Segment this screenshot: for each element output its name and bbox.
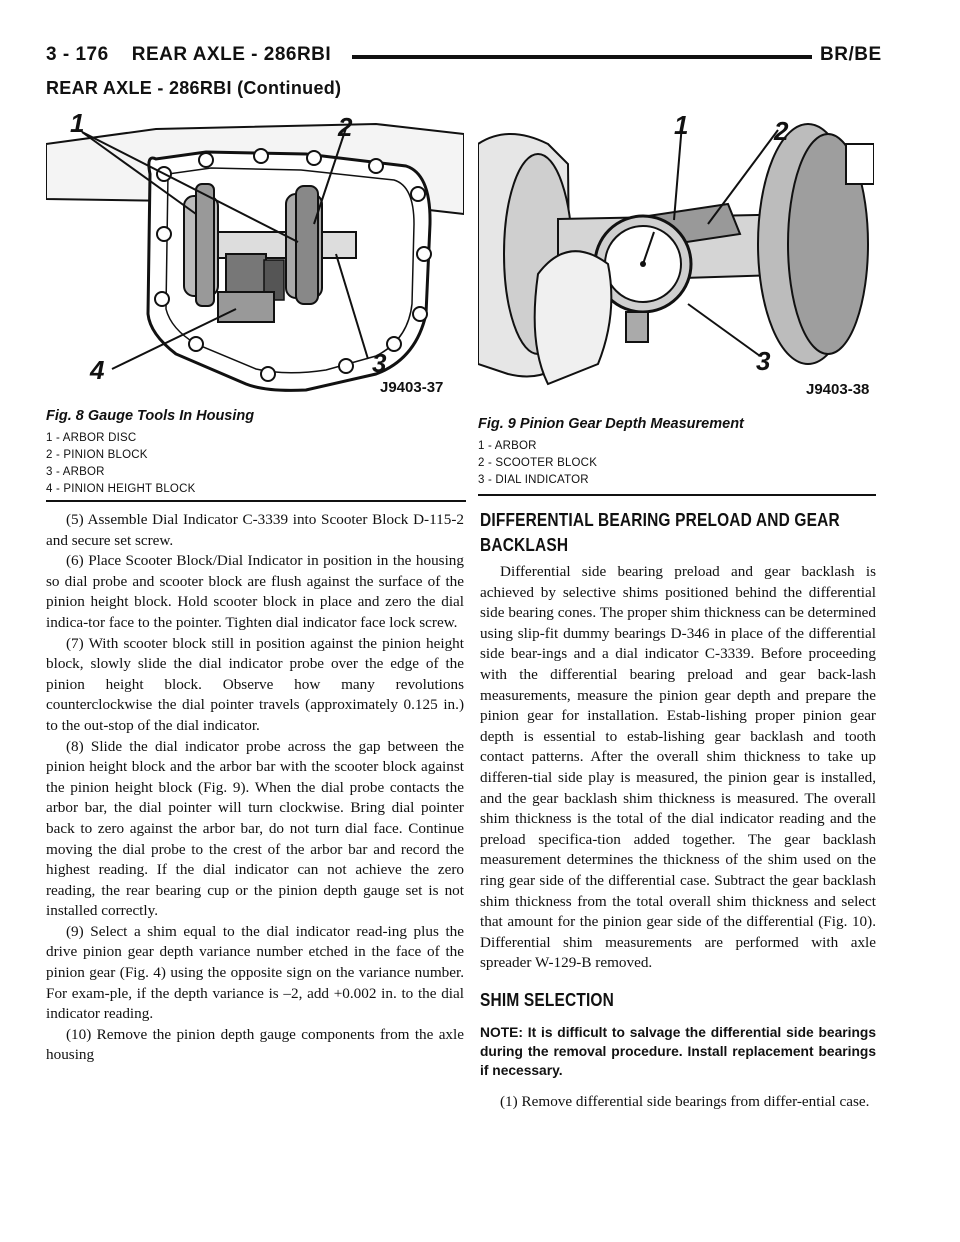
continued-title: REAR AXLE - 286RBI (Continued) (46, 78, 342, 98)
fig8-rule (46, 500, 466, 502)
heading-shim-selection: SHIM SELECTION (480, 989, 614, 1010)
section-title: REAR AXLE - 286RBI (131, 44, 332, 65)
header-rule (352, 55, 812, 59)
model-code: BR/BE (820, 44, 882, 65)
note-side-bearings: NOTE: It is difficult to salvage the differential side bearings during the removal procedure. Install replacement bearings if necessary. (480, 1024, 876, 1078)
figure-9 (478, 104, 874, 404)
fig9-callout-2: 2 (774, 116, 789, 146)
fig8-callout-3: 3 (372, 348, 387, 378)
fig9-legend-3: 3 - DIAL INDICATOR (478, 474, 589, 486)
fig9-callout-1: 1 (674, 110, 689, 140)
step-9: (9) Select a shim equal to the dial indicator read-ing plus the drive pinion gear depth variance number etched in the face of the pinion gear (Fig. 4) using the opposite sign on the variance number. For exam-ple, if the depth variance is –2, add +0.002 in. to the dial indicator reading. (46, 922, 464, 1023)
right-column (480, 508, 876, 1112)
step-6: (6) Place Scooter Block/Dial Indicator in position in the housing so dial probe and scooter block are flush against the surface of the pinion height block. Hold scooter block in place and zero the dial indica-tor face to the pointer. Tighten dial indicator face lock screw. (46, 552, 464, 631)
fig8-legend-4: 4 - PINION HEIGHT BLOCK (46, 483, 196, 495)
fig9-legend-1: 1 - ARBOR (478, 440, 537, 452)
fig9-caption (478, 416, 744, 489)
fig8-legend-2: 2 - PINION BLOCK (46, 449, 148, 461)
figure-8-illustration (46, 104, 464, 404)
fig8-caption (46, 408, 254, 498)
fig9-callout-3: 3 (756, 346, 771, 376)
fig8-code: J9403-37 (380, 379, 444, 396)
step-7: (7) With scooter block still in position against the pinion height block, slowly slide the dial indicator probe over the edge of the pinion height block. Observe how many revolutions counterclockwise the dial pointer travels (approximately 0.125 in.) to the out-stop of the dial indicator. (46, 634, 464, 734)
left-column (46, 510, 464, 1066)
fig9-rule (478, 494, 876, 496)
fig9-legend-2: 2 - SCOOTER BLOCK (478, 457, 598, 469)
step-5: (5) Assemble Dial Indicator C-3339 into Scooter Block D-115-2 and secure set screw. (46, 511, 464, 549)
figure-8 (46, 104, 464, 404)
step-8: (8) Slide the dial indicator probe across the gap between the pinion height block and the arbor bar with the scooter block against the pinion height block (Fig. 9). When the dial probe contacts the arbor bar, the dial pointer will turn clockwise. Bring dial pointer back to zero against the arbor bar, do not turn dial face. Continue moving the dial probe to the crest of the arbor bar and record the highest reading. If the dial indicator can not achieve the zero reading, the rear bearing cup or the pinion depth gauge set is not installed correctly. (46, 737, 464, 920)
fig8-callout-4: 4 (90, 355, 105, 385)
fig8-callout-2: 2 (338, 112, 353, 142)
para-preload-backlash: Differential side bearing preload and gear backlash is achieved by selective shims positioned behind the differential side bearing cones. The proper shim thickness can be determined using slip-fit dummy bearings D-346 in place of the differential side bear-ings and a dial indicator C-3339. Before proceeding with the differential bearing preload and gear back-lash measurements, measure the pinion gear depth and prepare the pinion gear for installation. Estab-lishing proper pinion gear depth is essential to estab-lishing gear backlash and tooth contact patterns. After the overall shim thickness to take up differen-tial side play is measured, the pinion gear is installed, and the gear backlash shim thickness is measured. The overall shim thickness is the total of the dial indicator reading and the preload specifica-tion added together. The gear backlash measurement determines the thickness of the shim used on the ring gear side of the differential case. Subtract the gear backlash shim thickness from the total overall shim thickness and select that amount for the pinion gear side of the differential (Fig. 10). Differential shim measurements are performed with axle spreader W-129-B removed. (480, 563, 876, 972)
page-header-left (46, 44, 331, 66)
heading-differential-bearing-preload-2: BACKLASH (480, 535, 569, 555)
fig8-callout-1: 1 (70, 108, 85, 138)
fig8-legend-1: 1 - ARBOR DISC (46, 432, 137, 444)
fig9-code: J9403-38 (806, 381, 870, 398)
fig9-title: Fig. 9 Pinion Gear Depth Measurement (478, 416, 744, 432)
page-number: 3 - 176 (46, 44, 109, 65)
step-10: (10) Remove the pinion depth gauge components from the axle housing (46, 1025, 464, 1064)
fig8-title: Fig. 8 Gauge Tools In Housing (46, 408, 255, 424)
heading-differential-bearing-preload-1: DIFFERENTIAL BEARING PRELOAD AND GEAR (480, 510, 840, 530)
step-1-remove-bearings: (1) Remove differential side bearings from differ-ential case. (500, 1092, 870, 1110)
fig8-legend-3: 3 - ARBOR (46, 466, 105, 478)
figure-9-illustration (478, 104, 874, 404)
